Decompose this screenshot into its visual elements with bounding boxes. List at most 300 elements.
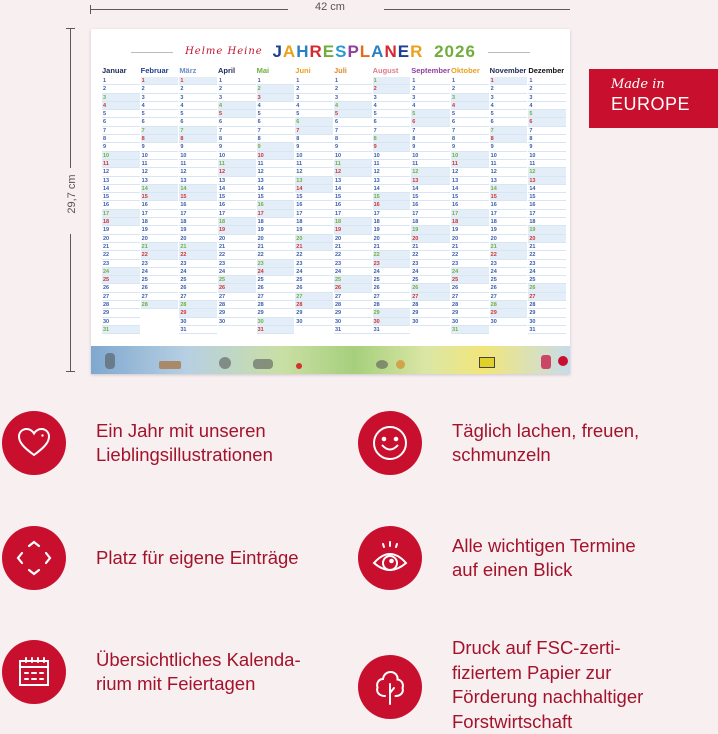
day-row[interactable]	[179, 243, 217, 251]
day-row[interactable]	[218, 102, 256, 110]
day-row[interactable]	[218, 293, 256, 301]
day-row[interactable]	[141, 118, 179, 126]
day-row[interactable]	[257, 102, 295, 110]
day-row[interactable]	[295, 226, 333, 234]
day-row[interactable]	[141, 268, 179, 276]
day-row[interactable]	[295, 110, 333, 118]
day-row[interactable]	[334, 284, 372, 292]
day-row[interactable]	[411, 201, 450, 209]
day-row[interactable]	[218, 251, 256, 259]
day-row[interactable]	[141, 301, 179, 309]
day-row[interactable]	[373, 226, 411, 234]
day-row[interactable]	[141, 177, 179, 185]
day-row[interactable]	[141, 168, 179, 176]
day-row[interactable]	[257, 284, 295, 292]
day-row[interactable]	[373, 284, 411, 292]
day-row[interactable]	[179, 127, 217, 135]
day-row[interactable]	[373, 318, 411, 326]
day-row[interactable]	[490, 318, 528, 326]
day-row[interactable]	[102, 118, 140, 126]
day-row[interactable]	[295, 135, 333, 143]
day-row[interactable]	[528, 102, 566, 110]
day-row[interactable]	[257, 168, 295, 176]
day-row[interactable]	[528, 235, 566, 243]
day-row[interactable]	[179, 210, 217, 218]
day-row[interactable]	[102, 301, 140, 309]
day-row[interactable]	[528, 143, 566, 151]
day-row[interactable]	[451, 243, 489, 251]
day-row[interactable]	[102, 193, 140, 201]
day-row[interactable]	[102, 77, 140, 85]
day-row[interactable]	[218, 168, 256, 176]
day-row[interactable]	[179, 118, 217, 126]
day-row[interactable]	[141, 185, 179, 193]
day-row[interactable]	[102, 127, 140, 135]
day-row[interactable]	[295, 276, 333, 284]
day-row[interactable]	[141, 210, 179, 218]
day-row[interactable]	[528, 168, 566, 176]
day-row[interactable]	[528, 185, 566, 193]
day-row[interactable]	[218, 243, 256, 251]
day-row[interactable]	[373, 251, 411, 259]
day-row[interactable]	[334, 293, 372, 301]
day-row[interactable]	[451, 309, 489, 317]
day-row[interactable]	[257, 251, 295, 259]
day-row[interactable]	[334, 118, 372, 126]
day-row[interactable]	[411, 160, 450, 168]
day-row[interactable]	[490, 152, 528, 160]
day-row[interactable]	[490, 118, 528, 126]
day-row[interactable]	[451, 201, 489, 209]
day-row[interactable]	[102, 85, 140, 93]
day-row[interactable]	[218, 284, 256, 292]
day-row[interactable]	[451, 268, 489, 276]
day-row[interactable]	[373, 301, 411, 309]
day-row[interactable]	[179, 152, 217, 160]
day-row[interactable]	[490, 160, 528, 168]
day-row[interactable]	[334, 102, 372, 110]
day-row[interactable]	[528, 193, 566, 201]
day-row[interactable]	[257, 243, 295, 251]
day-row[interactable]	[179, 168, 217, 176]
day-row[interactable]	[411, 110, 450, 118]
day-row[interactable]	[528, 201, 566, 209]
day-row[interactable]	[490, 177, 528, 185]
day-row[interactable]	[373, 85, 411, 93]
day-row[interactable]	[102, 110, 140, 118]
day-row[interactable]	[411, 276, 450, 284]
day-row[interactable]	[373, 160, 411, 168]
day-row[interactable]	[373, 185, 411, 193]
day-row[interactable]	[411, 268, 450, 276]
day-row[interactable]	[411, 301, 450, 309]
day-row[interactable]	[528, 177, 566, 185]
day-row[interactable]	[179, 268, 217, 276]
day-row[interactable]	[141, 77, 179, 85]
day-row[interactable]	[451, 118, 489, 126]
day-row[interactable]	[528, 77, 566, 85]
day-row[interactable]	[257, 143, 295, 151]
day-row[interactable]	[218, 218, 256, 226]
day-row[interactable]	[141, 143, 179, 151]
day-row[interactable]	[218, 268, 256, 276]
day-row[interactable]	[490, 309, 528, 317]
day-row[interactable]	[334, 110, 372, 118]
day-row[interactable]	[373, 326, 411, 334]
day-row[interactable]	[528, 293, 566, 301]
day-row[interactable]	[373, 218, 411, 226]
day-row[interactable]	[102, 293, 140, 301]
day-row[interactable]	[295, 218, 333, 226]
day-row[interactable]	[451, 127, 489, 135]
day-row[interactable]	[141, 127, 179, 135]
day-row[interactable]	[451, 293, 489, 301]
day-row[interactable]	[373, 260, 411, 268]
day-row[interactable]	[451, 160, 489, 168]
day-row[interactable]	[528, 243, 566, 251]
day-row[interactable]	[218, 177, 256, 185]
day-row[interactable]	[102, 135, 140, 143]
day-row[interactable]	[411, 77, 450, 85]
day-row[interactable]	[257, 226, 295, 234]
day-row[interactable]	[411, 85, 450, 93]
day-row[interactable]	[490, 284, 528, 292]
day-row[interactable]	[411, 260, 450, 268]
day-row[interactable]	[490, 301, 528, 309]
day-row[interactable]	[411, 168, 450, 176]
day-row[interactable]	[490, 326, 528, 334]
day-row[interactable]	[373, 110, 411, 118]
day-row[interactable]	[179, 185, 217, 193]
day-row[interactable]	[102, 251, 140, 259]
day-row[interactable]	[102, 226, 140, 234]
day-row[interactable]	[141, 110, 179, 118]
day-row[interactable]	[218, 110, 256, 118]
day-row[interactable]	[373, 94, 411, 102]
day-row[interactable]	[257, 110, 295, 118]
day-row[interactable]	[490, 193, 528, 201]
day-row[interactable]	[141, 102, 179, 110]
day-row[interactable]	[295, 210, 333, 218]
day-row[interactable]	[141, 293, 179, 301]
day-row[interactable]	[334, 218, 372, 226]
day-row[interactable]	[257, 210, 295, 218]
day-row[interactable]	[334, 251, 372, 259]
day-row[interactable]	[218, 318, 256, 326]
day-row[interactable]	[490, 243, 528, 251]
day-row[interactable]	[257, 318, 295, 326]
day-row[interactable]	[451, 85, 489, 93]
day-row[interactable]	[218, 326, 256, 334]
day-row[interactable]	[451, 143, 489, 151]
day-row[interactable]	[490, 268, 528, 276]
day-row[interactable]	[411, 185, 450, 193]
day-row[interactable]	[411, 118, 450, 126]
day-row[interactable]	[102, 268, 140, 276]
day-row[interactable]	[179, 177, 217, 185]
day-row[interactable]	[257, 94, 295, 102]
day-row[interactable]	[334, 318, 372, 326]
day-row[interactable]	[179, 284, 217, 292]
day-row[interactable]	[295, 260, 333, 268]
day-row[interactable]	[141, 135, 179, 143]
day-row[interactable]	[490, 276, 528, 284]
day-row[interactable]	[490, 143, 528, 151]
day-row[interactable]	[528, 110, 566, 118]
day-row[interactable]	[334, 326, 372, 334]
day-row[interactable]	[218, 85, 256, 93]
day-row[interactable]	[141, 94, 179, 102]
day-row[interactable]	[411, 293, 450, 301]
day-row[interactable]	[334, 309, 372, 317]
day-row[interactable]	[373, 102, 411, 110]
day-row[interactable]	[411, 210, 450, 218]
day-row[interactable]	[373, 77, 411, 85]
day-row[interactable]	[295, 268, 333, 276]
day-row[interactable]	[295, 177, 333, 185]
day-row[interactable]	[373, 127, 411, 135]
day-row[interactable]	[334, 77, 372, 85]
day-row[interactable]	[141, 193, 179, 201]
day-row[interactable]	[179, 193, 217, 201]
day-row[interactable]	[373, 210, 411, 218]
day-row[interactable]	[451, 94, 489, 102]
day-row[interactable]	[102, 284, 140, 292]
day-row[interactable]	[102, 276, 140, 284]
day-row[interactable]	[528, 326, 566, 334]
day-row[interactable]	[528, 318, 566, 326]
day-row[interactable]	[257, 152, 295, 160]
day-row[interactable]	[373, 135, 411, 143]
day-row[interactable]	[141, 201, 179, 209]
day-row[interactable]	[179, 326, 217, 334]
day-row[interactable]	[141, 152, 179, 160]
day-row[interactable]	[295, 77, 333, 85]
day-row[interactable]	[528, 260, 566, 268]
day-row[interactable]	[334, 135, 372, 143]
day-row[interactable]	[373, 118, 411, 126]
day-row[interactable]	[218, 127, 256, 135]
day-row[interactable]	[295, 102, 333, 110]
day-row[interactable]	[411, 251, 450, 259]
day-row[interactable]	[295, 293, 333, 301]
day-row[interactable]	[102, 218, 140, 226]
day-row[interactable]	[528, 135, 566, 143]
day-row[interactable]	[179, 318, 217, 326]
day-row[interactable]	[334, 193, 372, 201]
day-row[interactable]	[257, 201, 295, 209]
day-row[interactable]	[257, 218, 295, 226]
day-row[interactable]	[102, 235, 140, 243]
day-row[interactable]	[373, 243, 411, 251]
day-row[interactable]	[295, 309, 333, 317]
day-row[interactable]	[451, 152, 489, 160]
day-row[interactable]	[218, 152, 256, 160]
day-row[interactable]	[411, 143, 450, 151]
day-row[interactable]	[141, 226, 179, 234]
day-row[interactable]	[451, 77, 489, 85]
day-row[interactable]	[179, 102, 217, 110]
day-row[interactable]	[102, 260, 140, 268]
day-row[interactable]	[102, 243, 140, 251]
day-row[interactable]	[334, 160, 372, 168]
day-row[interactable]	[451, 110, 489, 118]
day-row[interactable]	[179, 293, 217, 301]
day-row[interactable]	[179, 135, 217, 143]
day-row[interactable]	[373, 276, 411, 284]
day-row[interactable]	[295, 168, 333, 176]
day-row[interactable]	[295, 284, 333, 292]
day-row[interactable]	[490, 110, 528, 118]
day-row[interactable]	[218, 210, 256, 218]
day-row[interactable]	[451, 318, 489, 326]
day-row[interactable]	[490, 293, 528, 301]
day-row[interactable]	[179, 77, 217, 85]
day-row[interactable]	[334, 127, 372, 135]
day-row[interactable]	[528, 226, 566, 234]
day-row[interactable]	[179, 143, 217, 151]
day-row[interactable]	[257, 309, 295, 317]
day-row[interactable]	[334, 152, 372, 160]
day-row[interactable]	[334, 210, 372, 218]
day-row[interactable]	[141, 309, 179, 317]
day-row[interactable]	[451, 276, 489, 284]
day-row[interactable]	[451, 326, 489, 334]
day-row[interactable]	[218, 301, 256, 309]
day-row[interactable]	[141, 251, 179, 259]
day-row[interactable]	[490, 127, 528, 135]
day-row[interactable]	[334, 177, 372, 185]
day-row[interactable]	[334, 243, 372, 251]
day-row[interactable]	[490, 85, 528, 93]
day-row[interactable]	[295, 243, 333, 251]
day-row[interactable]	[334, 185, 372, 193]
day-row[interactable]	[257, 160, 295, 168]
day-row[interactable]	[218, 260, 256, 268]
day-row[interactable]	[295, 160, 333, 168]
day-row[interactable]	[334, 168, 372, 176]
day-row[interactable]	[179, 110, 217, 118]
day-row[interactable]	[102, 309, 140, 317]
day-row[interactable]	[451, 102, 489, 110]
day-row[interactable]	[179, 201, 217, 209]
day-row[interactable]	[490, 135, 528, 143]
day-row[interactable]	[528, 127, 566, 135]
day-row[interactable]	[102, 210, 140, 218]
day-row[interactable]	[141, 260, 179, 268]
day-row[interactable]	[257, 193, 295, 201]
day-row[interactable]	[141, 318, 179, 326]
day-row[interactable]	[295, 201, 333, 209]
day-row[interactable]	[373, 268, 411, 276]
day-row[interactable]	[451, 177, 489, 185]
day-row[interactable]	[179, 160, 217, 168]
day-row[interactable]	[411, 135, 450, 143]
day-row[interactable]	[102, 177, 140, 185]
day-row[interactable]	[295, 85, 333, 93]
day-row[interactable]	[490, 226, 528, 234]
day-row[interactable]	[295, 118, 333, 126]
day-row[interactable]	[451, 226, 489, 234]
day-row[interactable]	[334, 260, 372, 268]
day-row[interactable]	[179, 260, 217, 268]
day-row[interactable]	[334, 143, 372, 151]
day-row[interactable]	[295, 143, 333, 151]
day-row[interactable]	[295, 318, 333, 326]
day-row[interactable]	[334, 94, 372, 102]
day-row[interactable]	[334, 301, 372, 309]
day-row[interactable]	[295, 326, 333, 334]
day-row[interactable]	[257, 185, 295, 193]
day-row[interactable]	[295, 127, 333, 135]
day-row[interactable]	[218, 235, 256, 243]
day-row[interactable]	[451, 301, 489, 309]
day-row[interactable]	[528, 218, 566, 226]
day-row[interactable]	[528, 160, 566, 168]
day-row[interactable]	[490, 235, 528, 243]
day-row[interactable]	[257, 235, 295, 243]
day-row[interactable]	[528, 94, 566, 102]
day-row[interactable]	[411, 243, 450, 251]
day-row[interactable]	[257, 85, 295, 93]
day-row[interactable]	[257, 77, 295, 85]
day-row[interactable]	[179, 235, 217, 243]
day-row[interactable]	[179, 218, 217, 226]
day-row[interactable]	[528, 284, 566, 292]
day-row[interactable]	[411, 309, 450, 317]
day-row[interactable]	[451, 218, 489, 226]
day-row[interactable]	[451, 251, 489, 259]
day-row[interactable]	[373, 235, 411, 243]
day-row[interactable]	[179, 94, 217, 102]
day-row[interactable]	[490, 94, 528, 102]
day-row[interactable]	[102, 152, 140, 160]
day-row[interactable]	[373, 177, 411, 185]
day-row[interactable]	[179, 301, 217, 309]
day-row[interactable]	[257, 127, 295, 135]
day-row[interactable]	[102, 168, 140, 176]
day-row[interactable]	[102, 185, 140, 193]
day-row[interactable]	[373, 201, 411, 209]
day-row[interactable]	[451, 193, 489, 201]
day-row[interactable]	[218, 143, 256, 151]
day-row[interactable]	[528, 251, 566, 259]
day-row[interactable]	[373, 309, 411, 317]
day-row[interactable]	[334, 201, 372, 209]
day-row[interactable]	[411, 94, 450, 102]
day-row[interactable]	[218, 94, 256, 102]
day-row[interactable]	[257, 135, 295, 143]
day-row[interactable]	[490, 251, 528, 259]
day-row[interactable]	[373, 293, 411, 301]
day-row[interactable]	[411, 318, 450, 326]
day-row[interactable]	[257, 177, 295, 185]
day-row[interactable]	[257, 326, 295, 334]
day-row[interactable]	[490, 168, 528, 176]
day-row[interactable]	[218, 226, 256, 234]
day-row[interactable]	[218, 276, 256, 284]
day-row[interactable]	[451, 284, 489, 292]
day-row[interactable]	[141, 218, 179, 226]
day-row[interactable]	[295, 185, 333, 193]
day-row[interactable]	[411, 235, 450, 243]
day-row[interactable]	[102, 94, 140, 102]
day-row[interactable]	[334, 276, 372, 284]
day-row[interactable]	[528, 118, 566, 126]
day-row[interactable]	[295, 193, 333, 201]
day-row[interactable]	[373, 143, 411, 151]
day-row[interactable]	[411, 226, 450, 234]
